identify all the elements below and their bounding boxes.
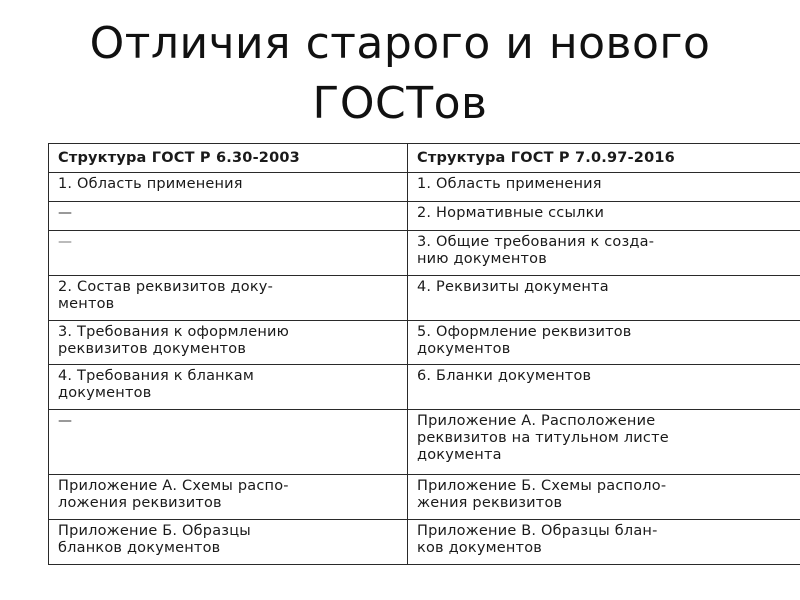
gost-comparison-table [48, 143, 800, 565]
cell-new-text: 4. Реквизиты документа [417, 279, 609, 295]
cell-new [408, 410, 800, 475]
cell-old-text: Приложение А. Схемы распо- ложения реквизитов [58, 478, 289, 511]
cell-new-text: 3. Общие требования к созда- нию документов [417, 234, 655, 267]
table-header-row [49, 144, 800, 173]
cell-new-text: Приложение А. Расположение реквизитов на титульном листе документа [417, 413, 669, 463]
cell-new-text: 2. Нормативные ссылки [417, 205, 605, 221]
table-row [49, 410, 800, 475]
cell-new [408, 276, 800, 321]
cell-new [408, 231, 800, 276]
cell-old [49, 365, 408, 410]
cell-old-text: — [58, 413, 73, 429]
cell-old [49, 231, 408, 276]
cell-new-text: 6. Бланки документов [417, 368, 592, 384]
header-new-standard: Структура ГОСТ Р 7.0.97-2016 [408, 144, 800, 173]
table-row [49, 321, 800, 365]
cell-new-text: 5. Оформление реквизитов документов [417, 324, 632, 357]
cell-old [49, 202, 408, 231]
cell-old-text: 1. Область применения [58, 176, 243, 192]
cell-old-text: Приложение Б. Образцы бланков документов [58, 523, 251, 556]
header-old-standard: Структура ГОСТ Р 6.30-2003 [49, 144, 408, 173]
cell-new [408, 202, 800, 231]
cell-old [49, 321, 408, 365]
slide-title-line-2: ГОСТов [312, 78, 488, 129]
cell-new [408, 520, 800, 565]
cell-old-text: 2. Состав реквизитов доку- ментов [58, 279, 274, 312]
table-row [49, 520, 800, 565]
table-row [49, 173, 800, 202]
cell-new-text: 1. Область применения [417, 176, 602, 192]
cell-new [408, 173, 800, 202]
cell-old-text: — [58, 234, 73, 250]
table-row [49, 365, 800, 410]
comparison-table-wrapper [48, 143, 772, 565]
cell-new [408, 365, 800, 410]
cell-old-text: 3. Требования к оформлению реквизитов документов [58, 324, 290, 357]
table-row [49, 202, 800, 231]
slide-title [0, 14, 800, 134]
cell-new [408, 321, 800, 365]
table-row [49, 276, 800, 321]
cell-old-text: 4. Требования к бланкам документов [58, 368, 255, 401]
cell-new-text: Приложение В. Образцы блан- ков документов [417, 523, 658, 556]
cell-new-text: Приложение Б. Схемы располо- жения реквизитов [417, 478, 667, 511]
table-row [49, 475, 800, 520]
cell-old [49, 475, 408, 520]
slide-title-line-1: Отличия старого и нового [89, 18, 711, 69]
cell-old [49, 276, 408, 321]
table-row [49, 231, 800, 276]
cell-old [49, 173, 408, 202]
cell-old [49, 410, 408, 475]
cell-old [49, 520, 408, 565]
cell-old-text: — [58, 205, 73, 221]
cell-new [408, 475, 800, 520]
